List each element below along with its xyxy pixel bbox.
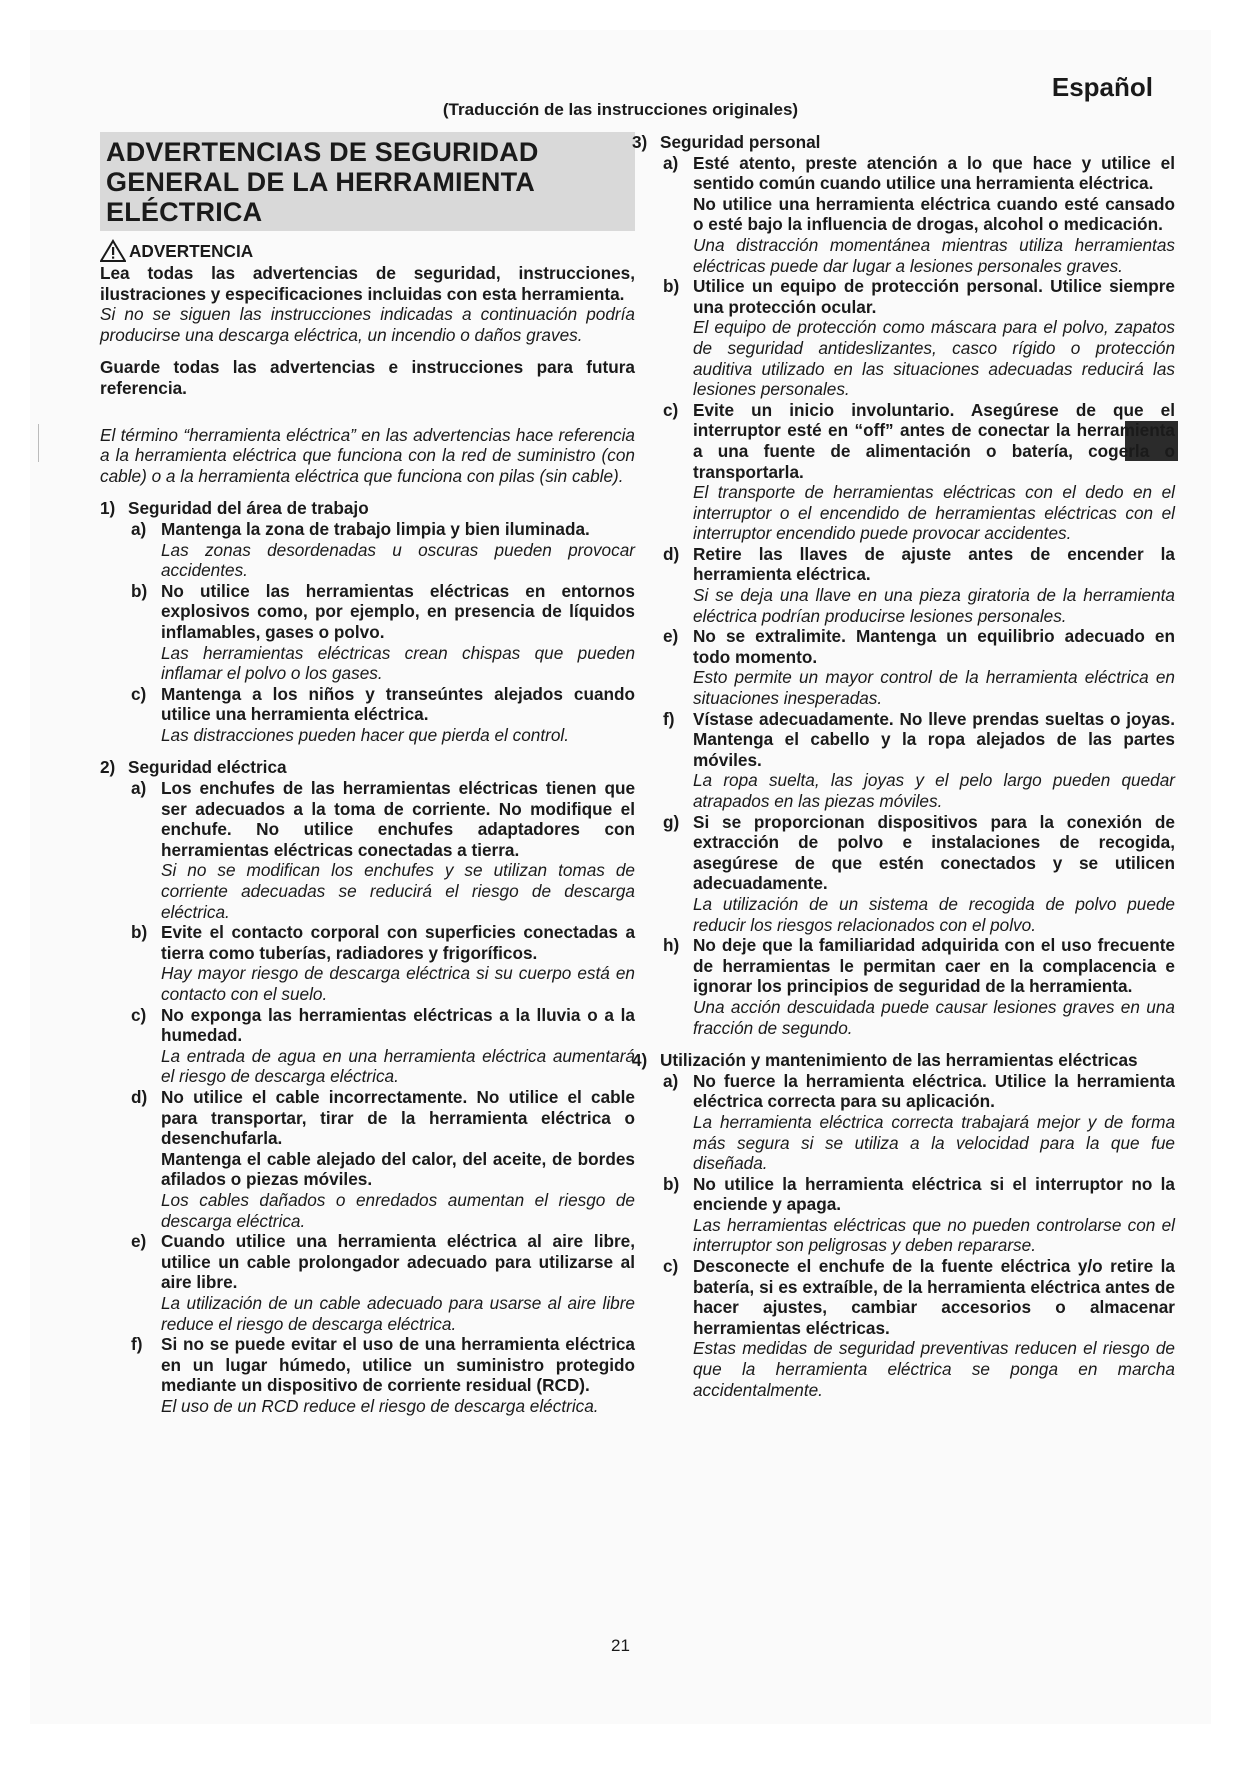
list-item: d) No utilice el cable incorrectamente. No utilice el cable para transportar, tirar de la herramienta eléctrica o desenchufarla. Mantenga el cable alejado del calor, del aceite, de bordes afilados o piezas móviles. Los cables dañados o enredados aumentan el riesgo de descarga eléctrica. bbox=[131, 1086, 635, 1231]
section-heading: 1) Seguridad del área de trabajo bbox=[100, 498, 369, 519]
page-number: 21 bbox=[611, 1636, 630, 1655]
list-item: a) No fuerce la herramienta eléctrica. Utilice la herramienta eléctrica correcta para su aplicación. La herramienta eléctrica correcta trabajará mejor y de forma más segura si se utiliza a la velocidad para la que fue diseñada. bbox=[663, 1070, 1175, 1174]
list-item: f) Vístase adecuadamente. No lleve prendas sueltas o joyas. Mantenga el cabello y la ropa alejados de las partes móviles. La ropa suelta, las joyas y el pelo largo pueden quedar atrapados en las piezas móviles. bbox=[663, 708, 1175, 811]
manual-page bbox=[30, 30, 1211, 1724]
list-item: c) Desconecte el enchufe de la fuente eléctrica y/o retire la batería, si es extraíble, de la herramienta eléctrica antes de hacer ajustes, cambiar accesorios o almacenar herramientas eléctricas. Estas medidas de seguridad preventivas reducen el riesgo de que la herramienta eléctrica se ponga en marcha accidentalmente. bbox=[663, 1256, 1175, 1400]
list-item: a) Los enchufes de las herramientas eléctricas tienen que ser adecuados a la toma de corriente. No modifique el enchufe. No utilice enchufes adaptadores con herramientas eléctricas conectadas a tierra. Si no se modifican los enchufes y se utilizan tomas de corriente adecuadas se reducirá el riesgo de descarga eléctrica. bbox=[131, 778, 635, 922]
list-item: b) Utilice un equipo de protección personal. Utilice siempre una protección ocular. El equipo de protección como máscara para el polvo, zapatos de seguridad antideslizantes, casco rígido o protección auditiva utilizado en las situaciones adecuadas reducirá las lesiones personales. bbox=[663, 276, 1175, 400]
list-item: d) Retire las llaves de ajuste antes de encender la herramienta eléctrica. Si se deja una llave en una pieza giratoria de la herramienta eléctrica podrían producirse lesiones personales. bbox=[663, 543, 1175, 626]
language-label: Español bbox=[1051, 72, 1153, 102]
section-heading: 4) Utilización y mantenimiento de las herramientas eléctricas bbox=[632, 1050, 1138, 1071]
list-item: b) No utilice la herramienta eléctrica si el interruptor no la enciende y apaga. Las herramientas eléctricas que no pueden controlarse con el interruptor son peligrosas y deben repararse. bbox=[663, 1173, 1175, 1256]
section-title: ADVERTENCIAS DE SEGURIDAD GENERAL DE LA HERRAMIENTA ELÉCTRICA bbox=[100, 132, 635, 231]
section-heading: 2) Seguridad eléctrica bbox=[100, 757, 287, 778]
intro-italic: Si no se siguen las instrucciones indicadas a continuación podría producirse una descarga eléctrica, un incendio o daños graves. bbox=[100, 304, 635, 345]
list-item: c) Evite un inicio involuntario. Asegúrese de que el interruptor esté en “off” antes de conectar la herramienta a una fuente de alimentación o batería, cogerla o transportarla. El transporte de herramientas eléctricas con el dedo en el interruptor o el encendido de herramientas eléctricas con el interruptor encendido puede provocar accidentes. bbox=[663, 399, 1175, 544]
list-item: e) Cuando utilice una herramienta eléctrica al aire libre, utilice un cable prolongador adecuado para utilizarse al aire libre. La utilización de un cable adecuado para usarse al aire libre reduce el riesgo de descarga eléctrica. bbox=[131, 1231, 635, 1334]
keep-instructions: Guarde todas las advertencias e instrucciones para futura referencia. bbox=[100, 357, 635, 398]
list-item: c) No exponga las herramientas eléctricas a la lluvia o a la humedad. La entrada de agua en una herramienta eléctrica aumentará el riesgo de descarga eléctrica. bbox=[131, 1004, 635, 1087]
warning-heading bbox=[100, 239, 635, 263]
list-item: h) No deje que la familiaridad adquirida con el uso frecuente de herramientas le permitan caer en la complacencia e ignorar los principios de seguridad de la herramienta. Una acción descuidada puede causar lesiones graves en una fracción de segundo. bbox=[663, 935, 1175, 1038]
list-item: g) Si se proporcionan dispositivos para la conexión de extracción de polvo e instalaciones de recogida, asegúrese de que estén conectados y se utilicen adecuadamente. La utilización de un sistema de recogida de polvo puede reducir los riesgos relacionados con el polvo. bbox=[663, 811, 1175, 935]
warning-triangle-icon bbox=[100, 239, 126, 263]
translation-note: (Traducción de las instrucciones originales) bbox=[442, 100, 799, 119]
list-item: f) Si no se puede evitar el uso de una herramienta eléctrica en un lugar húmedo, utilice un suministro protegido mediante un dispositivo de corriente residual (RCD). El uso de un RCD reduce el riesgo de descarga eléctrica. bbox=[131, 1334, 635, 1416]
term-definition: El término “herramienta eléctrica” en las advertencias hace referencia a la herramienta eléctrica que funciona con la red de suministro (con cable) o a la herramienta eléctrica que funciona con pilas (sin cable). bbox=[100, 424, 635, 486]
margin-line bbox=[38, 424, 39, 462]
right-column bbox=[632, 132, 1175, 1400]
list-item: e) No se extralimite. Mantenga un equilibrio adecuado en todo momento. Esto permite un mayor control de la herramienta eléctrica en situaciones inesperadas. bbox=[663, 626, 1175, 709]
list-item: a) Esté atento, preste atención a lo que hace y utilice el sentido común cuando utilice una herramienta eléctrica. No utilice una herramienta eléctrica cuando esté cansado o esté bajo la influencia de drogas, alcohol o medicación. Una distracción momentánea mientras utiliza herramientas eléctricas puede dar lugar a lesiones personales graves. bbox=[663, 152, 1175, 276]
warning-label: ADVERTENCIA bbox=[129, 240, 254, 261]
left-column bbox=[100, 132, 635, 1416]
intro-bold: Lea todas las advertencias de seguridad, instrucciones, ilustraciones y especificaciones incluidas con esta herramienta. bbox=[100, 263, 635, 304]
list-item: a) Mantenga la zona de trabajo limpia y bien iluminada. Las zonas desordenadas u oscuras pueden provocar accidentes. bbox=[131, 518, 635, 581]
list-item: b) Evite el contacto corporal con superficies conectadas a tierra como tuberías, radiadores y frigoríficos. Hay mayor riesgo de descarga eléctrica si su cuerpo está en contacto con el suelo. bbox=[131, 922, 635, 1004]
list-item: b) No utilice las herramientas eléctricas en entornos explosivos como, por ejemplo, en presencia de líquidos inflamables, gases o polvo. Las herramientas eléctricas crean chispas que pueden inflamar el polvo o los gases. bbox=[131, 580, 635, 684]
list-item: c) Mantenga a los niños y transeúntes alejados cuando utilice una herramienta eléctrica. Las distracciones pueden hacer que pierda el control. bbox=[131, 683, 635, 745]
section-heading: 3) Seguridad personal bbox=[632, 132, 821, 152]
